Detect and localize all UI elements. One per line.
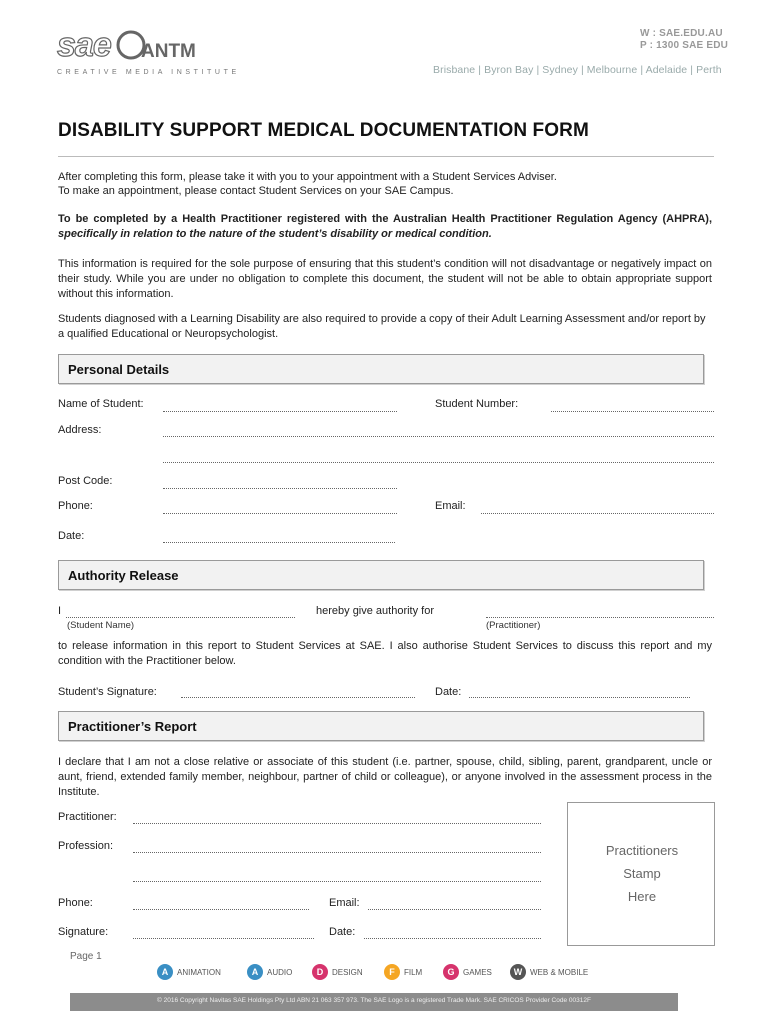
discipline-label: AUDIO — [267, 967, 293, 977]
intro-line-1: After completing this form, please take it with you to your appointment with a Student Services Adviser. — [58, 171, 557, 183]
stamp-label-2: Stamp — [623, 866, 661, 881]
sae-qantm-logo — [57, 24, 240, 76]
profession-field-line-1[interactable] — [133, 852, 541, 853]
student-signature-label: Student’s Signature: — [58, 686, 157, 698]
authority-student-name-field[interactable] — [66, 617, 295, 618]
svg-text:CREATIVE MEDIA INSTITUTE: CREATIVE MEDIA INSTITUTE — [57, 69, 240, 76]
student-signature-field[interactable] — [181, 697, 415, 698]
phone-label: Phone: — [58, 500, 93, 512]
practitioner-email-field[interactable] — [368, 909, 541, 910]
authority-release-heading: Authority Release — [68, 568, 179, 583]
animation-icon: A — [157, 964, 173, 980]
requirement-bold-italic: specifically in relation to the nature of the student’s disability or medical condition. — [58, 228, 492, 240]
declaration-text: I declare that I am not a close relative or associate of this student (i.e. partner, spouse, child, sibling, parent, grandparent, uncle or aunt, friend, extended family member, neighbour, partner of child or colleague), or anyone involved in the assessment process in the Institute. — [58, 756, 712, 798]
phone-text: P : 1300 SAE EDU — [640, 40, 729, 51]
practitioner-hint: (Practitioner) — [486, 620, 541, 631]
address-label: Address: — [58, 424, 102, 436]
profession-label: Profession: — [58, 840, 114, 852]
stamp-label-1: Practitioners — [605, 843, 679, 858]
intro-line-2: To make an appointment, please contact Student Services on your SAE Campus. — [58, 185, 454, 197]
practitioner-report-heading: Practitioner’s Report — [68, 719, 197, 734]
svg-text:ANTM: ANTM — [141, 41, 196, 62]
audio-icon: A — [247, 964, 263, 980]
copyright-text: © 2016 Copyright Navitas SAE Holdings Pty Ltd ABN 21 063 357 973. The SAE Logo is a registered Trade Mark. SAE CRICOS Provider Code 00312F — [157, 997, 591, 1004]
stamp-label-3: Here — [627, 889, 657, 904]
authority-release-header — [58, 560, 704, 590]
practitioner-phone-label: Phone: — [58, 897, 93, 909]
release-text: to release information in this report to Student Services at SAE. I also authorise Student Services to discuss this report and my condition with the Practitioner below. — [58, 640, 712, 667]
profession-field-line-2[interactable] — [133, 881, 541, 882]
learning-disability-paragraph: Students diagnosed with a Learning Disability are also required to provide a copy of their Adult Learning Assessment and/or report by a qualified Educational or Neuropsychologist. — [58, 313, 706, 340]
web-mobile-icon: W — [510, 964, 526, 980]
personal-details-heading: Personal Details — [68, 362, 170, 377]
page-title: DISABILITY SUPPORT MEDICAL DOCUMENTATION FORM — [58, 120, 589, 141]
games-icon: G — [443, 964, 459, 980]
practitioner-signature-label: Signature: — [58, 926, 109, 938]
page-number: Page 1 — [70, 951, 102, 962]
practitioner-report-header — [58, 711, 704, 741]
postcode-field[interactable] — [163, 488, 397, 489]
discipline-label: GAMES — [463, 967, 492, 977]
date-label: Date: — [58, 530, 85, 542]
practitioner-label: Practitioner: — [58, 811, 117, 823]
postcode-label: Post Code: — [58, 475, 113, 487]
personal-details-header — [58, 354, 704, 384]
i-label: I — [58, 605, 62, 617]
practitioner-signature-field[interactable] — [133, 938, 314, 939]
discipline-label: WEB & MOBILE — [530, 967, 589, 977]
phone-field[interactable] — [163, 513, 397, 514]
discipline-web-mobile — [510, 964, 588, 980]
website-text: W : SAE.EDU.AU — [640, 28, 723, 39]
discipline-audio — [247, 964, 292, 980]
authority-date-label: Date: — [435, 686, 462, 698]
address-line-1-field[interactable] — [163, 436, 714, 437]
practitioner-email-label: Email: — [329, 897, 360, 909]
title-divider — [58, 156, 714, 157]
email-label: Email: — [435, 500, 466, 512]
campus-list: Brisbane | Byron Bay | Sydney | Melbourne | Adelaide | Perth — [433, 64, 722, 76]
student-name-field[interactable] — [163, 411, 397, 412]
purpose-paragraph: This information is required for the sole purpose of ensuring that this student’s condition will not disadvantage or negatively impact on their study. While you are under no obligation to complete this document, the student will not be able to obtain appropriate support without this information. — [58, 258, 712, 300]
student-number-field[interactable] — [551, 411, 714, 412]
address-line-2-field[interactable] — [163, 462, 714, 463]
practitioner-date-label: Date: — [329, 926, 356, 938]
discipline-label: FILM — [404, 967, 423, 977]
practitioner-name-field[interactable] — [133, 823, 541, 824]
practitioner-date-field[interactable] — [364, 938, 541, 939]
give-authority-text: hereby give authority for — [316, 605, 435, 617]
student-name-label: Name of Student: — [58, 398, 144, 410]
discipline-label: DESIGN — [332, 967, 363, 977]
copyright-bar — [70, 993, 678, 1011]
authority-practitioner-field[interactable] — [486, 617, 714, 618]
discipline-animation — [157, 964, 221, 980]
practitioner-phone-field[interactable] — [133, 909, 309, 910]
discipline-label: ANIMATION — [177, 967, 221, 977]
email-field[interactable] — [481, 513, 714, 514]
student-number-label: Student Number: — [435, 398, 519, 410]
student-name-hint: (Student Name) — [67, 620, 135, 631]
practitioner-stamp-box[interactable] — [567, 802, 715, 946]
requirement-bold: To be completed by a Health Practitioner registered with the Australian Health Practitioner Regulation Agency (AHPRA), — [58, 213, 712, 225]
authority-date-field[interactable] — [469, 697, 690, 698]
discipline-film — [384, 964, 422, 980]
discipline-games — [443, 964, 492, 980]
film-icon: F — [384, 964, 400, 980]
svg-text:sae: sae — [57, 26, 111, 64]
practitioner-requirement — [58, 212, 712, 242]
discipline-design — [312, 964, 363, 980]
date-field[interactable] — [163, 542, 395, 543]
design-icon: D — [312, 964, 328, 980]
